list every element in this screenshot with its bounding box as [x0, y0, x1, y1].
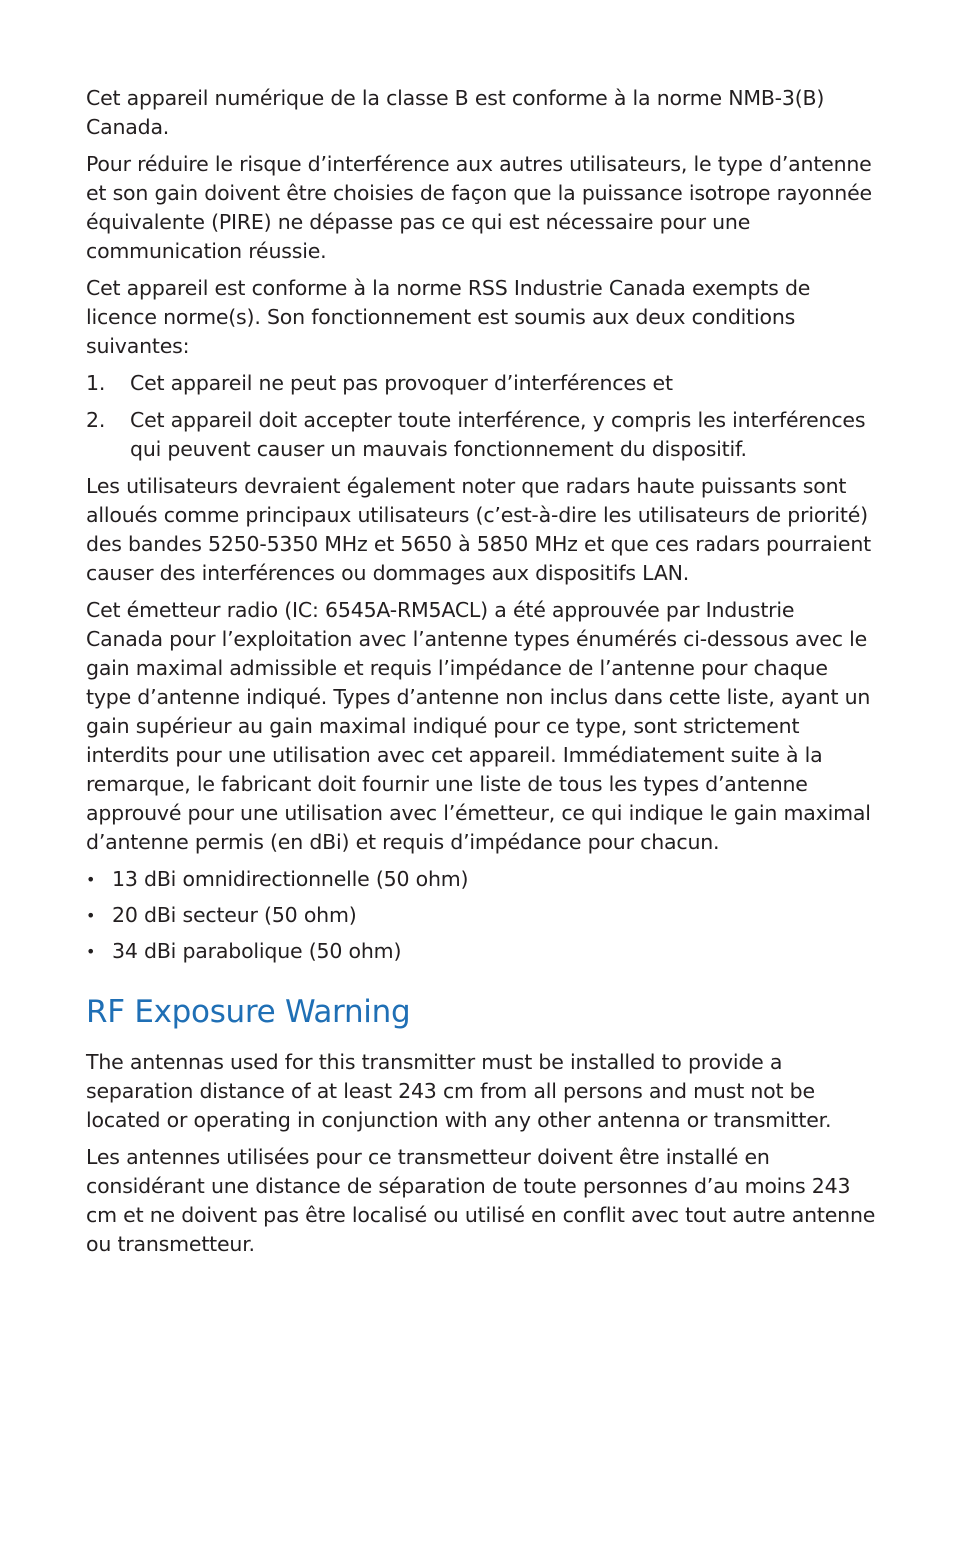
paragraph-antenna-gain-pire: Pour réduire le risque d’interférence aux autres utilisateurs, le type d’antenne et son gain doivent être choisies de façon que la puissance isotrope rayonnée équivalente (PIRE) ne dépasse pas ce qui est nécessaire pour une communication réussie.	[86, 152, 872, 263]
paragraph-class-b-compliance: Cet appareil numérique de la classe B est conforme à la norme NMB-3(B) Canada.	[86, 86, 825, 139]
antenna-type-text: 34 dBi parabolique (50 ohm)	[112, 939, 402, 963]
antenna-types-list	[86, 865, 876, 966]
paragraph-transmitter-approval: Cet émetteur radio (IC: 6545A-RM5ACL) a été approuvée par Industrie Canada pour l’exploitation avec l’antenne types énumérés ci-dessous avec le gain maximal admissible et requis l’impédance de l’antenne pour chaque type d’antenne indiqué. Types d’antenne non inclus dans cette liste, ayant un gain supérieur au gain maximal indiqué pour ce type, sont strictement interdits pour une utilisation avec cet appareil. Immédiatement suite à la remarque, le fabricant doit fournir une liste de tous les types d’antenne approuvé pour une utilisation avec l’émetteur, ce qui indique le gain maximal d’antenne permis (en dBi) et requis d’impédance pour chacun.	[86, 598, 871, 854]
antenna-type-text: 20 dBi secteur (50 ohm)	[112, 903, 357, 927]
paragraph-radar-notice: Les utilisateurs devraient également noter que radars haute puissants sont alloués comme principaux utilisateurs (c’est-à-dire les utilisateurs de priorité) des bandes 5250-5350 MHz et 5650 à 5850 MHz et que ces radars pourraient causer des interférences ou dommages aux dispositifs LAN.	[86, 474, 871, 585]
rf-exposure-heading: RF Exposure Warning	[86, 994, 411, 1030]
condition-item	[86, 406, 876, 464]
paragraph-rf-exposure-en: The antennas used for this transmitter must be installed to provide a separation distance of at least 243 cm from all persons and must not be located or operating in conjunction with any other antenna or transmitter.	[86, 1050, 832, 1132]
antenna-type-item	[86, 901, 876, 930]
paragraph-rf-exposure-fr: Les antennes utilisées pour ce transmetteur doivent être installé en considérant une distance de séparation de toute personnes d’au moins 243 cm et ne doivent pas être localisé ou utilisé en conflit avec tout autre antenne ou transmetteur.	[86, 1145, 876, 1256]
condition-item	[86, 369, 876, 398]
condition-text: Cet appareil doit accepter toute interférence, y compris les interférences qui peuvent causer un mauvais fonctionnement du dispositif.	[130, 408, 866, 461]
paragraph-rss-conditions-intro: Cet appareil est conforme à la norme RSS Industrie Canada exempts de licence norme(s). Son fonctionnement est soumis aux deux conditions suivantes:	[86, 276, 811, 358]
antenna-type-item	[86, 937, 876, 966]
condition-number: 1.	[86, 371, 106, 395]
bullet-icon: •	[86, 942, 96, 961]
condition-number: 2.	[86, 408, 106, 432]
document-page	[86, 84, 876, 1267]
conditions-list	[86, 369, 876, 464]
antenna-type-item	[86, 865, 876, 894]
bullet-icon: •	[86, 870, 96, 889]
condition-text: Cet appareil ne peut pas provoquer d’interférences et	[130, 371, 673, 395]
antenna-type-text: 13 dBi omnidirectionnelle (50 ohm)	[112, 867, 469, 891]
bullet-icon: •	[86, 906, 96, 925]
